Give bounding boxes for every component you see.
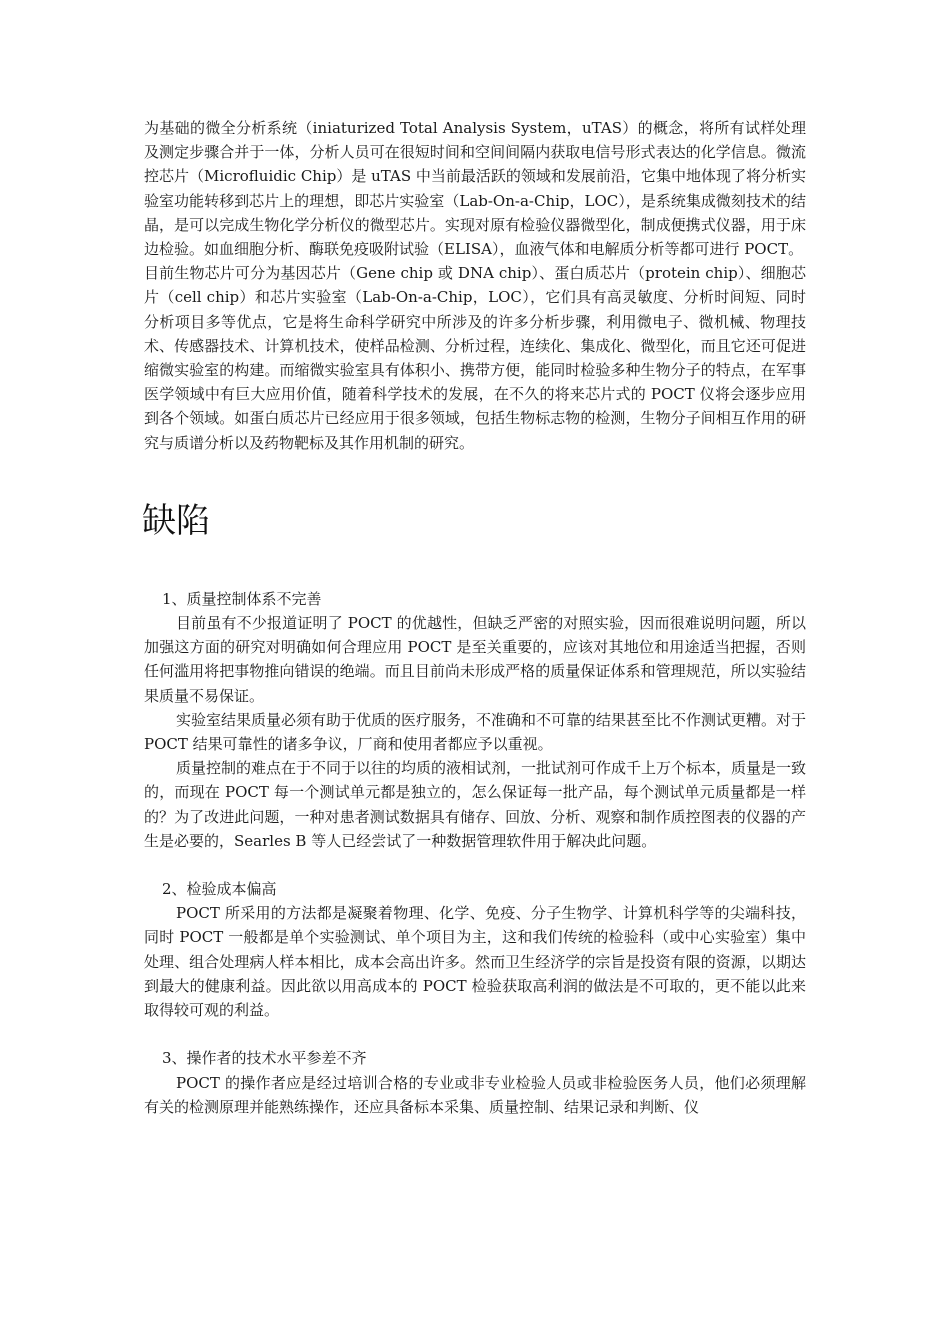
spacer (144, 541, 806, 587)
spacer (144, 1022, 806, 1046)
cost-paragraph-1: POCT 所采用的方法都是凝聚着物理、化学、免疫、分子生物学、计算机科学等的尖端科技，同时 POCT 一般都是单个实验测试、单个项目为主，这和我们传统的检验科（或中心实验室）集中处理、组合处理病人样本相比，成本会高出许多。然而卫生经济学的宗旨是投资有限的资源，以期达到最大的健康利益。因此欲以用高成本的 POCT 检验获取高利润的做法是不可取的，更不能以此来取得较可观的利益。 (144, 904, 806, 1020)
quality-control-paragraph-2: 实验室结果质量必须有助于优质的医疗服务，不准确和不可靠的结果甚至比不作测试更糟。对于 POCT 结果可靠性的诸多争议，厂商和使用者都应予以重视。 (144, 710, 807, 754)
intro-paragraph-2: 目前生物芯片可分为基因芯片（Gene chip 或 DNA chip）、蛋白质芯片（protein chip）、细胞芯片（cell chip）和芯片实验室（Lab-On-a-Chip，LOC），它们具有高灵敏度、分析时间短、同时分析项目多等优点，它是将生命科学研究中所涉及的许多分析步骤，利用微电子、微机械、物理技术、传感器技术、计算机技术，使样品检测、分析过程，连续化、集成化、微型化，而且它还可促进缩微实验室的构建。而缩微实验室具有体积小、携带方便，能同时检验多种生物分子的特点，在军事医学领域中有巨大应用价值，随着科学技术的发展，在不久的将来芯片式的 POCT 仪将会逐步应用到各个领域。如蛋白质芯片已经应用于很多领域，包括生物标志物的检测，生物分子间相互作用的研究与质谱分析以及药物靶标及其作用机制的研究。 (144, 264, 806, 452)
section-heading: 缺陷 (142, 500, 210, 541)
operator-skill-paragraph-1: POCT 的操作者应是经过培训合格的专业或非专业检验人员或非检验医务人员，他们必须理解有关的检测原理并能熟练操作，还应具备标本采集、质量控制、结果记录和判断、仪 (144, 1073, 806, 1116)
document-body (144, 116, 806, 1119)
intro-paragraph-1: 为基础的微全分析系统（iniaturized Total Analysis System，uTAS）的概念，将所有试样处理及测定步骤合并于一体，分析人员可在很短时间和空间间隔内获取电信号形式表达的化学信息。微流控芯片（Microfluidic Chip）是 uTAS 中当前最活跃的领域和发展前沿，它集中地体现了将分析实验室功能转移到芯片上的理想，即芯片实验室（Lab-On-a-Chip，LOC），是系统集成微刻技术的结晶，是可以完成生物化学分析仪的微型芯片。实现对原有检验仪器微型化，制成便携式仪器，用于床边检验。如血细胞分析、酶联免疫吸附试验（ELISA），血液气体和电解质分析等都可进行 POCT。 (144, 119, 806, 259)
subsection-title-operator-skill: 3、操作者的技术水平参差不齐 (162, 1049, 367, 1068)
quality-control-paragraph-1: 目前虽有不少报道证明了 POCT 的优越性，但缺乏严密的对照实验，因而很难说明问题，所以加强这方面的研究对明确如何合理应用 POCT 是至关重要的，应该对其地位和用途适当把握，否则任何滥用将把事物推向错误的绝端。而且目前尚未形成严格的质量保证体系和管理规范，所以实验结果质量不易保证。 (144, 614, 806, 705)
quality-control-paragraph-3: 质量控制的难点在于不同于以往的均质的液相试剂，一批试剂可作成千上万个标本，质量是一致的，而现在 POCT 每一个测试单元都是独立的，怎么保证每一批产品，每个测试单元质量都是一样的？为了改进此问题，一种对患者测试数据具有储存、回放、分析、观察和制作质控图表的仪器的产生是必要的，Searles B 等人已经尝试了一种数据管理软件用于解决此问题。 (144, 759, 807, 850)
spacer (144, 853, 806, 877)
subsection-title-quality-control: 1、质量控制体系不完善 (162, 589, 322, 608)
subsection-title-cost: 2、检验成本偏高 (162, 880, 277, 899)
